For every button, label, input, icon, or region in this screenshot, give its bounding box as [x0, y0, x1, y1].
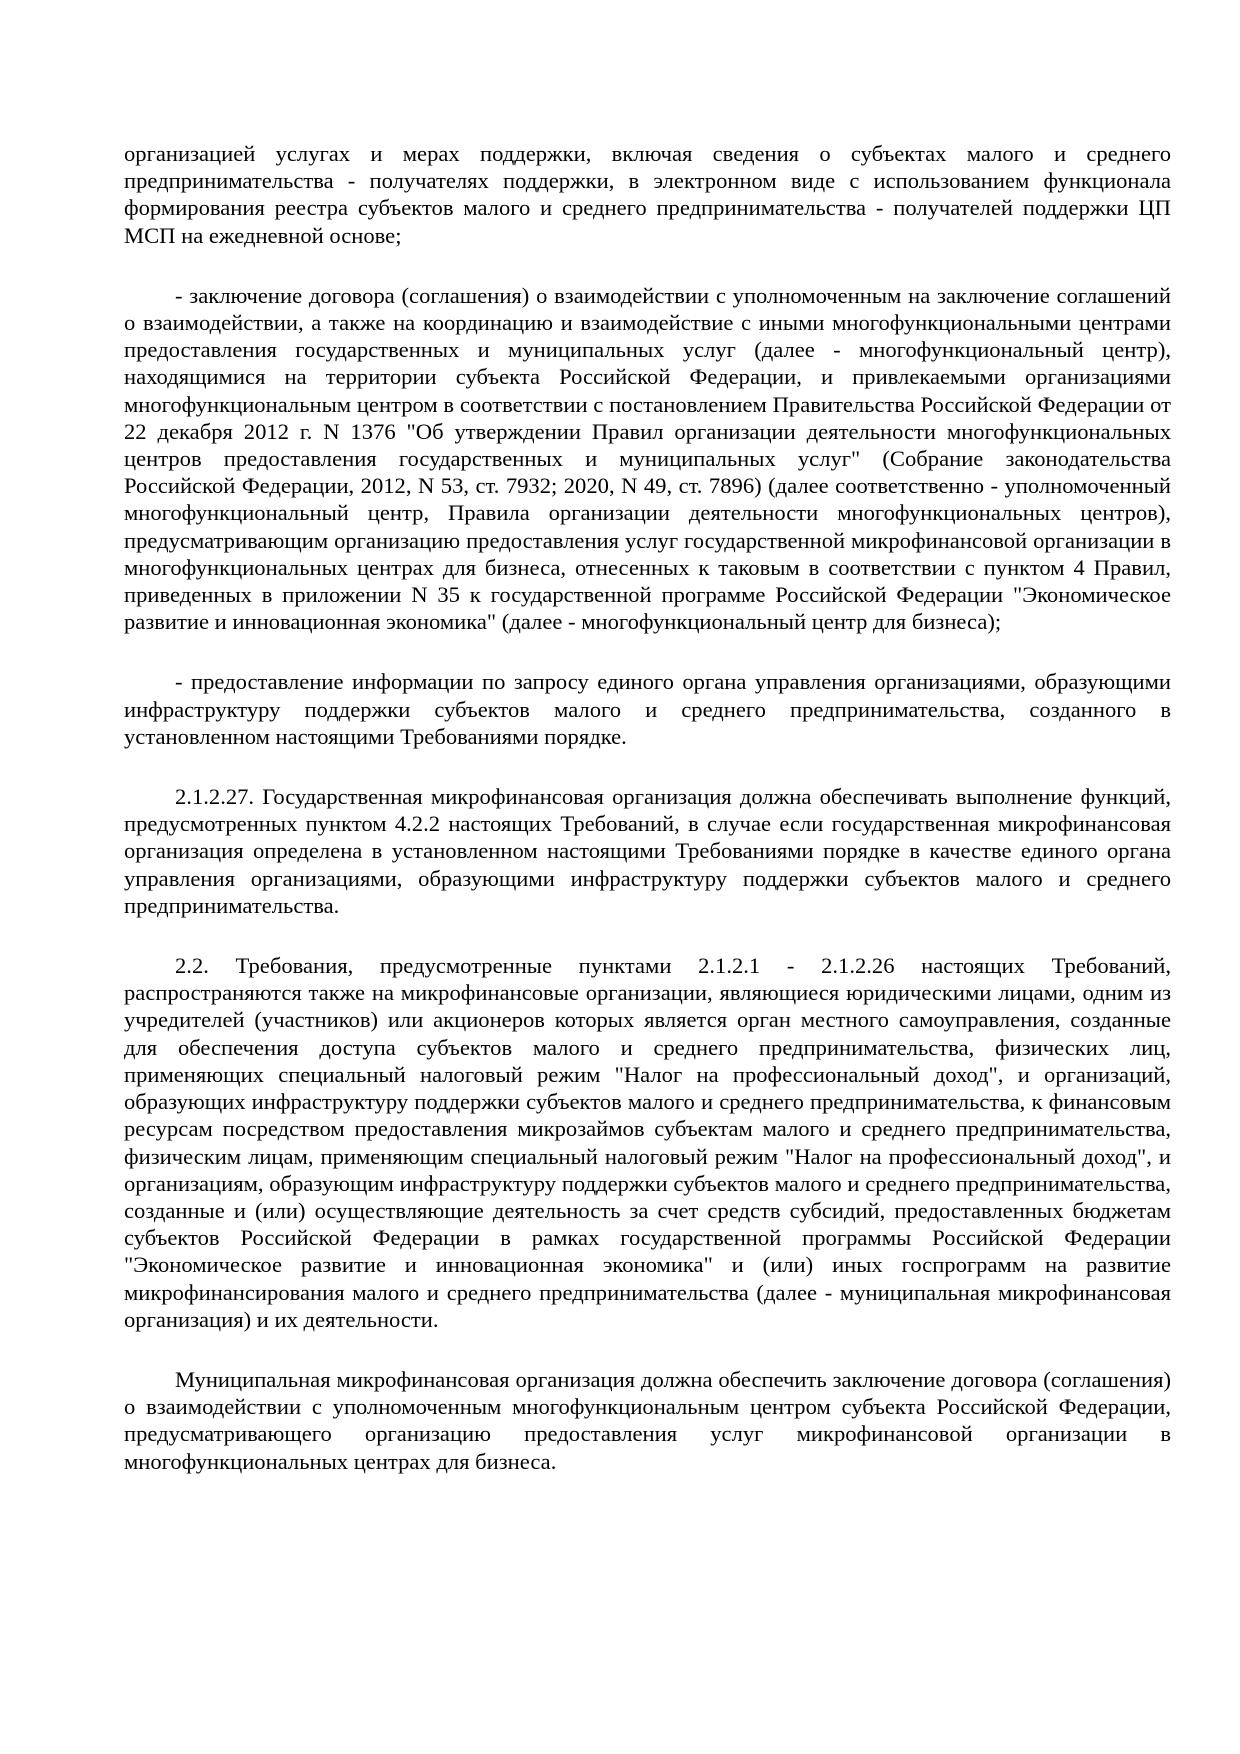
paragraph-municipal-mfo: Муниципальная микрофинансовая организация должна обеспечить заключение договора (соглашения) о взаимодействии с уполномоченным многофункциональным центром субъекта Российской Федерации, предусматривающего организацию предоставления услуг микрофинансовой организации в многофункциональных центрах для бизнеса. [124, 1366, 1171, 1474]
document-page [124, 140, 1171, 1508]
paragraph-2-2: 2.2. Требования, предусмотренные пунктами 2.1.2.1 - 2.1.2.26 настоящих Требований, распространяются также на микрофинансовые организации, являющиеся юридическими лицами, одним из учредителей (участников) или акционеров которых является орган местного самоуправления, созданные для обеспечения доступа субъектов малого и среднего предпринимательства, физических лиц, применяющих специальный налоговый режим "Налог на профессиональный доход", и организаций, образующих инфраструктуру поддержки субъектов малого и среднего предпринимательства, к финансовым ресурсам посредством предоставления микрозаймов субъектам малого и среднего предпринимательства, физическим лицам, применяющим специальный налоговый режим "Налог на профессиональный доход", и организациям, образующим инфраструктуру поддержки субъектов малого и среднего предпринимательства, созданные и (или) осуществляющие деятельность за счет средств субсидий, предоставленных бюджетам субъектов Российской Федерации в рамках государственной программы Российской Федерации "Экономическое развитие и инновационная экономика" и (или) иных госпрограмм на развитие микрофинансирования малого и среднего предпринимательства (далее - муниципальная микрофинансовая организация) и их деятельности. [124, 953, 1171, 1332]
paragraph-information-request: - предоставление информации по запросу единого органа управления организациями, образующими инфраструктуру поддержки субъектов малого и среднего предпринимательства, созданного в установленном настоящими Требованиями порядке. [124, 669, 1171, 749]
paragraph-2-1-2-27: 2.1.2.27. Государственная микрофинансовая организация должна обеспечивать выполнение функций, предусмотренных пунктом 4.2.2 настоящих Требований, в случае если государственная микрофинансовая организация определена в установленном настоящими Требованиями порядке в качестве единого органа управления организациями, образующими инфраструктуру поддержки субъектов малого и среднего предпринимательства. [124, 784, 1171, 918]
paragraph-mfc-agreement: - заключение договора (соглашения) о взаимодействии с уполномоченным на заключение соглашений о взаимодействии, а также на координацию и взаимодействие с иными многофункциональными центрами предоставления государственных и муниципальных услуг (далее - многофункциональный центр), находящимися на территории субъекта Российской Федерации, и привлекаемыми организациями многофункциональным центром в соответствии с постановлением Правительства Российской Федерации от 22 декабря 2012 г. N 1376 "Об утверждении Правил организации деятельности многофункциональных центров предоставления государственных и муниципальных услуг" (Собрание законодательства Российской Федерации, 2012, N 53, ст. 7932; 2020, N 49, ст. 7896) (далее соответственно - уполномоченный многофункциональный центр, Правила организации деятельности многофункциональных центров), предусматривающим организацию предоставления услуг государственной микрофинансовой организации в многофункциональных центрах для бизнеса, отнесенных к таковым в соответствии с пунктом 4 Правил, приведенных в приложении N 35 к государственной программе Российской Федерации "Экономическое развитие и инновационная экономика" (далее - многофункциональный центр для бизнеса); [124, 282, 1171, 635]
paragraph-support-registry: организацией услугах и мерах поддержки, включая сведения о субъектах малого и среднего предпринимательства - получателях поддержки, в электронном виде с использованием функционала формирования реестра субъектов малого и среднего предпринимательства - получателей поддержки ЦП МСП на ежедневной основе; [124, 141, 1171, 248]
